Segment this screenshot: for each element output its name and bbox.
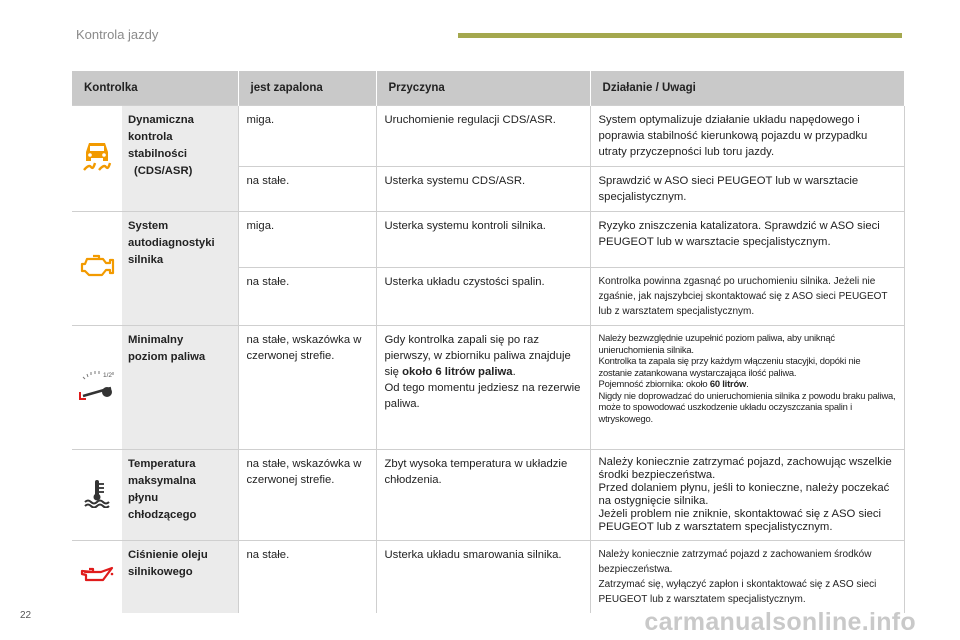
table-row [72,212,904,268]
action-text: Jeżeli problem nie zniknie, skontaktować się z ASO sieci PEUGEOT lub z warsztatem specjalistycznym. [598,508,882,533]
action-text: Przed dolaniem płynu, jeśli to konieczne, należy poczekać na ostygnięcie silnika. [598,482,890,507]
cause-text [385,332,582,380]
action-text: Należy koniecznie zatrzymać pojazd, zachowując wszelkie środki bezpieczeństwa. [598,456,892,481]
coolant-temperature-icon [82,478,112,508]
state-cell: na stałe, wskazówka w czerwonej strefie. [238,450,376,541]
state-cell: na stałe. [238,541,376,614]
name-line: poziom paliwa [128,351,206,363]
action-cell [590,326,904,450]
column-header-action: Działanie / Uwagi [590,71,904,106]
fuel-gauge-icon [77,368,117,402]
name-line: (CDS/ASR) [134,165,193,177]
warning-lights-table [72,71,905,613]
header-accent-bar [458,33,902,38]
name-line: autodiagnostyki [128,237,215,249]
action-text: Kontrolka ta zapala się przy każdym włączeniu stacyjki, dopóki nie zostanie zatankowana wystarczająca ilość paliwa. [598,355,861,378]
action-text: Należy bezwzględnie uzupełnić poziom paliwa, aby uniknąć unieruchomienia silnika. [598,332,835,355]
skidding-car-icon [80,139,114,173]
cause-cell: Uruchomienie regulacji CDS/ASR. [376,106,590,167]
cause-cell: Usterka układu czystości spalin. [376,268,590,326]
action-text [599,378,896,390]
name-line: Ciśnienie oleju [128,549,208,561]
table-row [72,450,904,541]
name-line: Dynamiczna [128,114,194,126]
name-line: Minimalny [128,334,184,346]
table-row [72,541,904,614]
action-text: Nigdy nie doprowadzać do unieruchomienia silnika z powodu braku paliwa, może to spowodować uszkodzenie układu oczyszczania spalin i wtryskowego. [598,389,896,424]
name-line: Temperatura [128,458,196,470]
page-number: 22 [20,610,32,621]
name-line: stabilności [128,148,188,160]
action-cell [590,541,904,614]
name-line: kontrola [128,131,173,143]
state-cell: miga. [238,106,376,167]
table-header-row [72,71,904,106]
fuel-gauge-label: 1/2 [103,372,113,379]
table-row [72,106,904,167]
light-name [122,541,238,614]
cause-text-part: Gdy kontrolka zapali się po raz pierwszy, w zbiorniku paliwa znajduje się [384,334,571,378]
state-cell: na stałe. [238,268,376,326]
action-text: Należy koniecznie zatrzymać pojazd z zachowaniem środków bezpieczeństwa. [598,549,872,575]
cause-text: Od tego momentu jedziesz na rezerwie paliwa. [384,382,581,410]
action-text-part: . [746,378,749,389]
action-text-part: Pojemność zbiornika: około [598,378,710,389]
light-name [122,212,238,326]
name-line: silnika [128,254,164,266]
action-cell: System optymalizuje działanie układu napędowego i poprawia stabilność kierunkową pojazdu w przypadku utraty przyczepności lub toru jazdy. [590,106,904,167]
column-header-state: jest zapalona [238,71,376,106]
oil-can-icon [79,564,115,586]
icon-cell [72,450,122,541]
cause-text-bold: około 6 litrów paliwa [402,366,513,378]
cause-cell: Usterka systemu CDS/ASR. [376,167,590,212]
action-text: Zatrzymać się, wyłączyć zapłon i skontaktować się z ASO sieci PEUGEOT lub z warsztatem specjalistycznym. [598,579,877,605]
light-name [122,326,238,450]
light-name [122,450,238,541]
state-cell: na stałe. [238,167,376,212]
icon-cell [72,541,122,614]
icon-cell [72,106,122,212]
name-line: System [128,220,169,232]
name-line: maksymalna [128,475,196,487]
state-cell: na stałe, wskazówka w czerwonej strefie. [238,326,376,450]
cause-cell: Zbyt wysoka temperatura w układzie chłodzenia. [376,450,590,541]
column-header-kontrolka: Kontrolka [72,71,238,106]
page-header-title: Kontrola jazdy [76,27,159,42]
name-line: płynu [128,492,159,504]
action-cell: Ryzyko zniszczenia katalizatora. Sprawdzić w ASO sieci PEUGEOT lub w warsztacie specjalistycznym. [590,212,904,268]
table-row [72,326,904,450]
name-line: chłodzącego [128,509,197,521]
icon-cell [72,326,122,450]
light-name [122,106,238,212]
cause-cell: Usterka systemu kontroli silnika. [376,212,590,268]
cause-cell: Usterka układu smarowania silnika. [376,541,590,614]
cause-cell [376,326,590,450]
cause-text-part: . [512,366,516,378]
engine-icon [79,253,115,279]
name-line: silnikowego [128,566,193,578]
icon-cell [72,212,122,326]
column-header-cause: Przyczyna [376,71,590,106]
action-cell: Kontrolka powinna zgasnąć po uruchomieniu silnika. Jeżeli nie zgaśnie, jak najszybciej skontaktować się z ASO sieci PEUGEOT lub z warsztatem specjalistycznym. [590,268,904,326]
watermark: carmanualsonline.info [644,608,916,636]
action-cell [590,450,904,541]
action-text-bold: 60 litrów [709,378,747,389]
state-cell: miga. [238,212,376,268]
action-cell: Sprawdzić w ASO sieci PEUGEOT lub w warsztacie specjalistycznym. [590,167,904,212]
